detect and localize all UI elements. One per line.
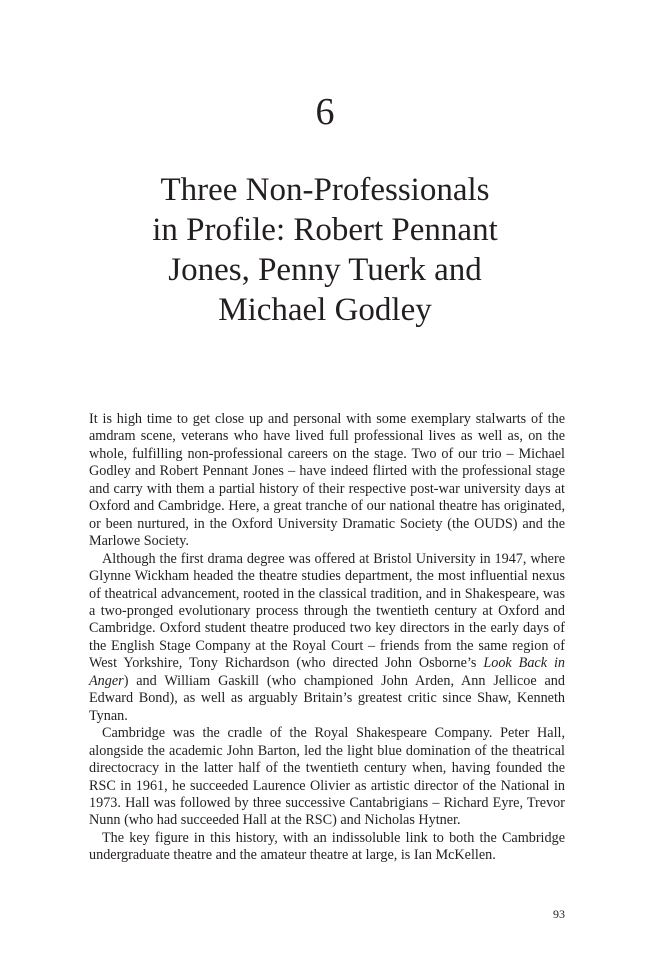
chapter-title-line: Jones, Penny Tuerk and: [168, 252, 482, 288]
body-paragraph: It is high time to get close up and personal with some exemplary stalwarts of the amdram scene, veterans who have lived full professional lives as well as, on the whole, fulfilling non-professional careers on the stage. Two of our trio – Michael Godley and Robert Pennant Jones – have indeed flirted with the professional stage and carry with them a partial history of their respective post-war university days at Oxford and Cambridge. Here, a great tranche of our national theatre has originated, or been nurtured, in the Oxford University Dramatic Society (the OUDS) and the Marlowe Society.: [89, 411, 565, 550]
chapter-title: [100, 170, 550, 330]
paragraph-text: Although the first drama degree was offered at Bristol University in 1947, where Glynne Wickham headed the theatre studies department, the most influential nexus of theatrical advancement, rooted in the classical tradition, and in Shakespeare, was a two-pronged evolutionary process through the twentieth century at Oxford and Cambridge. Oxford student theatre produced two key directors in the early days of the English Stage Company at the Royal Court – friends from the same region of West Yorkshire, Tony Richardson (who directed John Osborne’s: [89, 550, 565, 672]
chapter-title-line: Michael Godley: [218, 292, 432, 328]
chapter-title-line: in Profile: Robert Pennant: [152, 212, 498, 248]
body-text: [89, 411, 565, 865]
body-paragraph: Cambridge was the cradle of the Royal Shakespeare Company. Peter Hall, alongside the academic John Barton, led the light blue domination of the theatrical directocracy in the latter half of the twentieth century when, having founded the RSC in 1961, he succeeded Laurence Olivier as artistic director of the National in 1973. Hall was followed by three successive Cantabrigians – Richard Eyre, Trevor Nunn (who had succeeded Hall at the RSC) and Nicholas Hytner.: [89, 725, 565, 829]
body-paragraph: The key figure in this history, with an indissoluble link to both the Cambridge undergraduate theatre and the amateur theatre at large, is Ian McKellen.: [89, 829, 565, 864]
chapter-title-line: Three Non-Professionals: [160, 172, 490, 208]
play-title: Look Back in Anger: [89, 655, 565, 689]
chapter-number: 6: [315, 91, 335, 133]
body-paragraph: [89, 551, 565, 726]
page-number: 93: [553, 907, 565, 921]
paragraph-text: ) and William Gaskill (who championed John Arden, Ann Jellicoe and Edward Bond), as well as arguably Britain’s greatest critic since Shaw, Kenneth Tynan.: [89, 672, 565, 724]
